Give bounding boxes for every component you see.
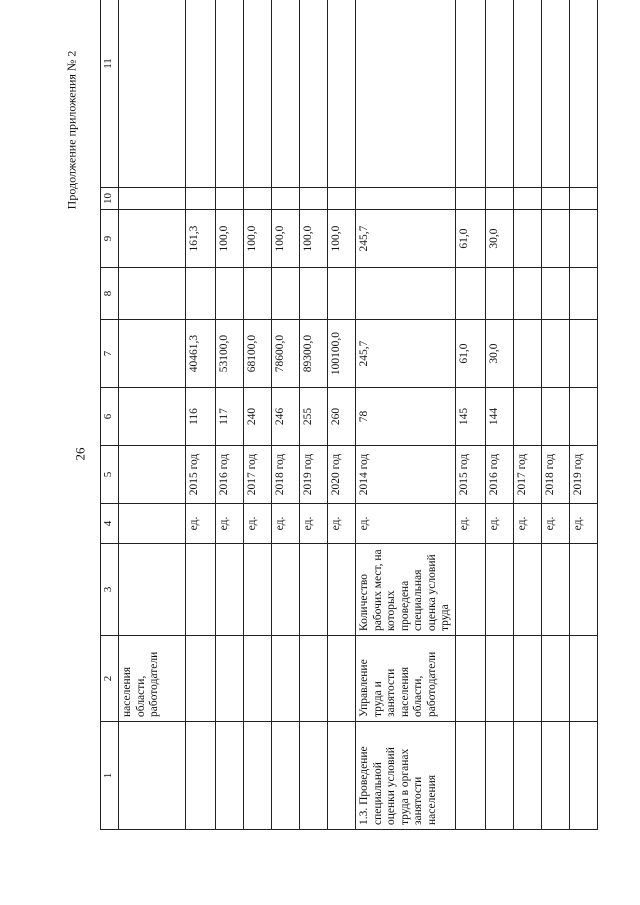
local-cell: [328, 188, 356, 210]
local-cell: [300, 188, 328, 210]
other-cell: [244, 0, 272, 188]
unit-cell: ед.: [186, 504, 216, 544]
table-row: [513, 0, 541, 830]
other-cell: [272, 0, 300, 188]
column-number-row: [101, 0, 119, 830]
activity-cell: [328, 722, 356, 830]
year-cell: 2016 год: [485, 446, 513, 504]
table-row: [272, 0, 300, 830]
regional-cell: [541, 210, 569, 268]
unit-cell: ед.: [541, 504, 569, 544]
local-cell: [216, 188, 244, 210]
table-row: [569, 0, 597, 830]
amount-cell: 78: [356, 388, 456, 446]
indicator-cell: [216, 544, 244, 636]
federal-cell: [186, 268, 216, 320]
total-cell: 245,7: [356, 320, 456, 388]
col-num: 8: [101, 268, 119, 320]
regional-cell: [513, 210, 541, 268]
amount-cell: 145: [455, 388, 485, 446]
regional-cell: 61,0: [455, 210, 485, 268]
unit-cell: [119, 504, 186, 544]
unit-cell: ед.: [569, 504, 597, 544]
col-num: 1: [101, 722, 119, 830]
amount-cell: 255: [300, 388, 328, 446]
total-cell: 30,0: [485, 320, 513, 388]
executor-cell: [272, 636, 300, 722]
rotated-table-wrapper: [100, 40, 584, 830]
year-cell: [119, 446, 186, 504]
activity-cell: [513, 722, 541, 830]
amount-cell: [119, 388, 186, 446]
year-cell: 2015 год: [455, 446, 485, 504]
indicator-cell: Количество рабочих мест, на которых проведена специальная оценка условий труда: [356, 544, 456, 636]
total-cell: 89300,0: [300, 320, 328, 388]
col-num: 11: [101, 0, 119, 188]
table-row: [216, 0, 244, 830]
activity-cell: [300, 722, 328, 830]
total-cell: 100100,0: [328, 320, 356, 388]
regional-cell: 161,3: [186, 210, 216, 268]
total-cell: 68100,0: [244, 320, 272, 388]
federal-cell: [513, 268, 541, 320]
indicator-cell: [328, 544, 356, 636]
total-cell: 61,0: [455, 320, 485, 388]
other-cell: [119, 0, 186, 188]
other-cell: [186, 0, 216, 188]
other-cell: [541, 0, 569, 188]
table-row: [119, 0, 186, 830]
indicator-cell: [485, 544, 513, 636]
federal-cell: [244, 268, 272, 320]
other-cell: [300, 0, 328, 188]
federal-cell: [272, 268, 300, 320]
executor-cell: [513, 636, 541, 722]
col-num: 7: [101, 320, 119, 388]
unit-cell: ед.: [216, 504, 244, 544]
executor-cell: [541, 636, 569, 722]
local-cell: [455, 188, 485, 210]
unit-cell: ед.: [272, 504, 300, 544]
amount-cell: [513, 388, 541, 446]
col-num: 3: [101, 544, 119, 636]
federal-cell: [541, 268, 569, 320]
federal-cell: [485, 268, 513, 320]
local-cell: [186, 188, 216, 210]
other-cell: [455, 0, 485, 188]
col-num: 2: [101, 636, 119, 722]
local-cell: [272, 188, 300, 210]
executor-cell: [455, 636, 485, 722]
activity-cell: [119, 722, 186, 830]
total-cell: [541, 320, 569, 388]
executor-cell: населения области, работодатели: [119, 636, 186, 722]
activity-cell: 1.3. Проведение специальной оценки условий труда в органах занятости населения: [356, 722, 456, 830]
unit-cell: ед.: [244, 504, 272, 544]
col-num: 9: [101, 210, 119, 268]
total-cell: [513, 320, 541, 388]
indicator-cell: [119, 544, 186, 636]
federal-cell: [300, 268, 328, 320]
federal-cell: [455, 268, 485, 320]
indicator-cell: [513, 544, 541, 636]
total-cell: 40461,3: [186, 320, 216, 388]
table-row: [356, 0, 456, 830]
local-cell: [541, 188, 569, 210]
federal-cell: [569, 268, 597, 320]
activity-cell: [541, 722, 569, 830]
amount-cell: [569, 388, 597, 446]
amount-cell: [541, 388, 569, 446]
total-cell: 78600,0: [272, 320, 300, 388]
unit-cell: ед.: [485, 504, 513, 544]
other-cell: [513, 0, 541, 188]
activity-cell: [455, 722, 485, 830]
regional-cell: 245,7: [356, 210, 456, 268]
regional-cell: 100,0: [272, 210, 300, 268]
year-cell: 2019 год: [300, 446, 328, 504]
activity-cell: [272, 722, 300, 830]
executor-cell: [569, 636, 597, 722]
other-cell: [569, 0, 597, 188]
amount-cell: 240: [244, 388, 272, 446]
local-cell: [485, 188, 513, 210]
executor-cell: [186, 636, 216, 722]
year-cell: 2018 год: [541, 446, 569, 504]
table-row: [485, 0, 513, 830]
regional-cell: [569, 210, 597, 268]
federal-cell: [356, 268, 456, 320]
local-cell: [569, 188, 597, 210]
regional-cell: 100,0: [216, 210, 244, 268]
activity-cell: [244, 722, 272, 830]
local-cell: [356, 188, 456, 210]
table-row: [455, 0, 485, 830]
table-row: [186, 0, 216, 830]
regional-cell: 100,0: [244, 210, 272, 268]
local-cell: [119, 188, 186, 210]
total-cell: 53100,0: [216, 320, 244, 388]
year-cell: 2016 год: [216, 446, 244, 504]
table-body: [101, 0, 598, 830]
amount-cell: 246: [272, 388, 300, 446]
indicator-cell: [455, 544, 485, 636]
regional-cell: 100,0: [328, 210, 356, 268]
page-number: 26: [72, 447, 88, 461]
activity-cell: [216, 722, 244, 830]
indicator-cell: [272, 544, 300, 636]
total-cell: [119, 320, 186, 388]
indicator-cell: [569, 544, 597, 636]
federal-cell: [119, 268, 186, 320]
local-cell: [513, 188, 541, 210]
unit-cell: ед.: [300, 504, 328, 544]
unit-cell: ед.: [328, 504, 356, 544]
executor-cell: [485, 636, 513, 722]
year-cell: 2015 год: [186, 446, 216, 504]
activity-cell: [186, 722, 216, 830]
col-num: 4: [101, 504, 119, 544]
amount-cell: 117: [216, 388, 244, 446]
continuation-label: Продолжение приложения № 2: [64, 50, 79, 210]
total-cell: [569, 320, 597, 388]
year-cell: 2019 год: [569, 446, 597, 504]
executor-cell: [300, 636, 328, 722]
table-row: [244, 0, 272, 830]
appendix-table: [100, 0, 598, 830]
other-cell: [485, 0, 513, 188]
executor-cell: [216, 636, 244, 722]
year-cell: 2017 год: [513, 446, 541, 504]
regional-cell: [119, 210, 186, 268]
indicator-cell: [244, 544, 272, 636]
col-num: 6: [101, 388, 119, 446]
indicator-cell: [186, 544, 216, 636]
executor-cell: [244, 636, 272, 722]
local-cell: [244, 188, 272, 210]
amount-cell: 144: [485, 388, 513, 446]
regional-cell: 100,0: [300, 210, 328, 268]
unit-cell: ед.: [513, 504, 541, 544]
unit-cell: ед.: [356, 504, 456, 544]
activity-cell: [569, 722, 597, 830]
activity-cell: [485, 722, 513, 830]
unit-cell: ед.: [455, 504, 485, 544]
executor-cell: Управление труда и занятости населения области, работодатели: [356, 636, 456, 722]
executor-cell: [328, 636, 356, 722]
other-cell: [356, 0, 456, 188]
year-cell: 2020 год: [328, 446, 356, 504]
other-cell: [328, 0, 356, 188]
other-cell: [216, 0, 244, 188]
indicator-cell: [541, 544, 569, 636]
year-cell: 2017 год: [244, 446, 272, 504]
table-row: [541, 0, 569, 830]
amount-cell: 116: [186, 388, 216, 446]
indicator-cell: [300, 544, 328, 636]
federal-cell: [328, 268, 356, 320]
year-cell: 2014 год: [356, 446, 456, 504]
year-cell: 2018 год: [272, 446, 300, 504]
federal-cell: [216, 268, 244, 320]
table-row: [300, 0, 328, 830]
regional-cell: 30,0: [485, 210, 513, 268]
col-num: 10: [101, 188, 119, 210]
col-num: 5: [101, 446, 119, 504]
table-row: [328, 0, 356, 830]
amount-cell: 260: [328, 388, 356, 446]
